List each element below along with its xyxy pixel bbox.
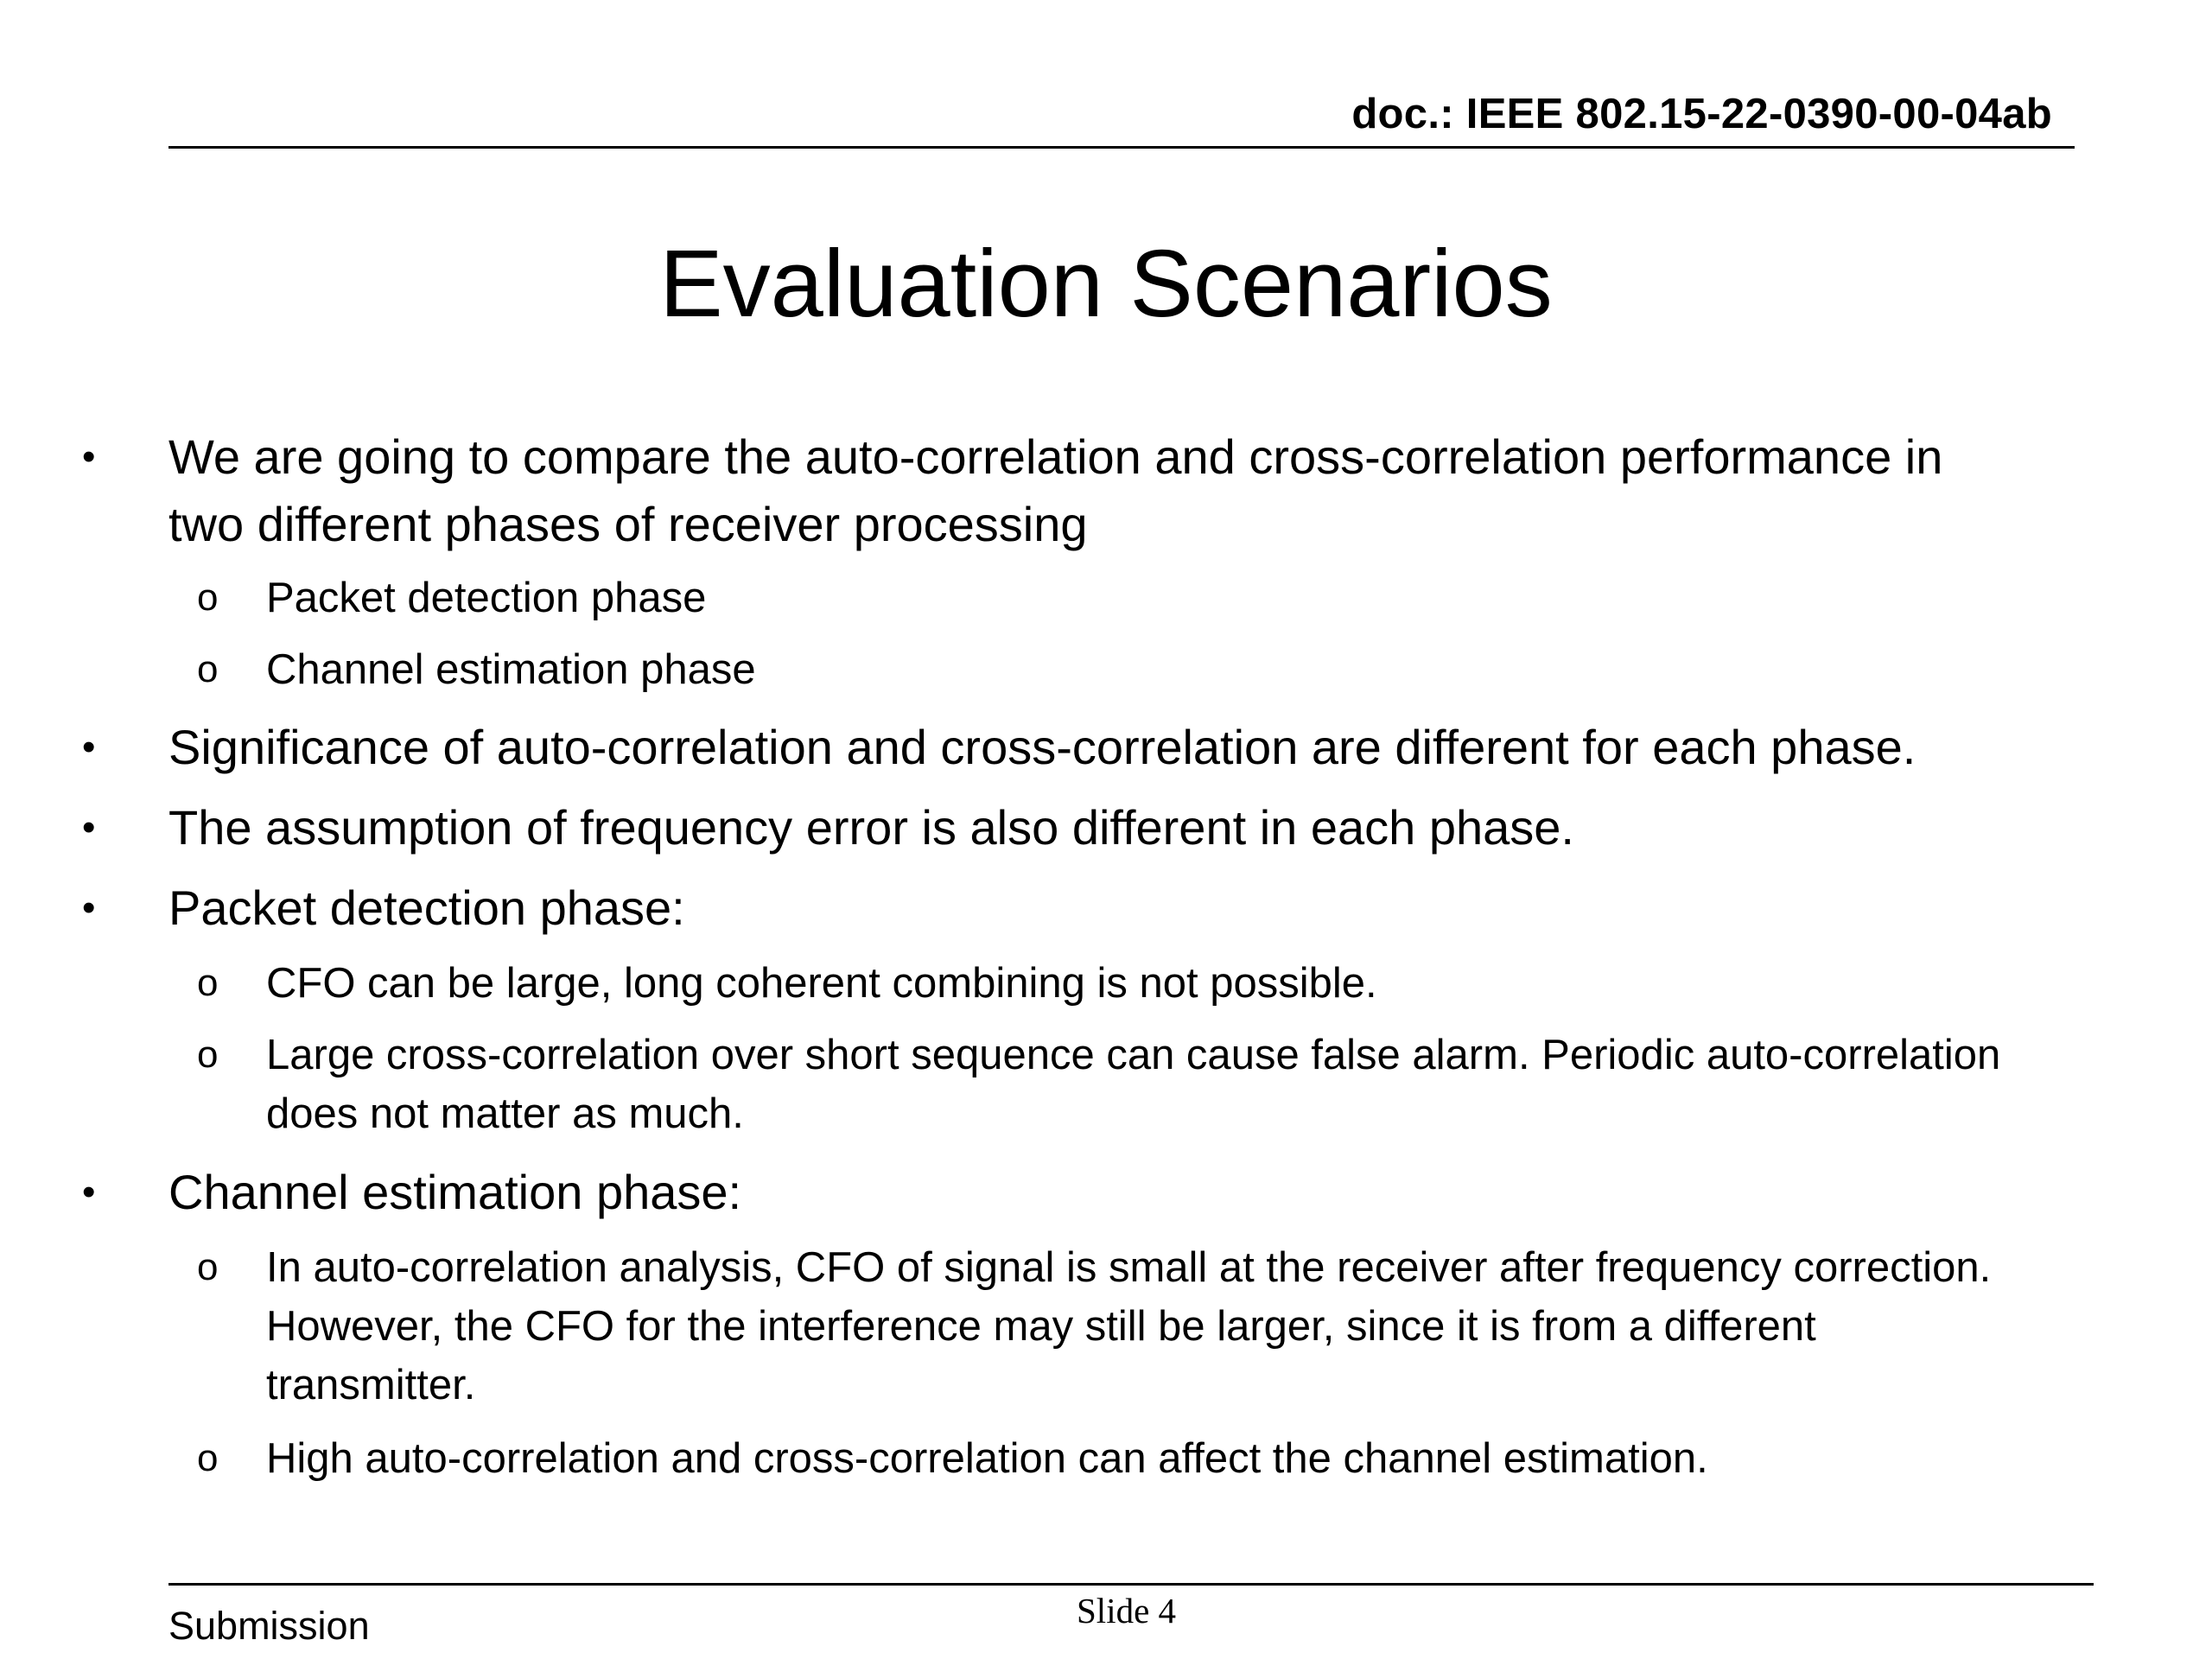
sub-bullet-text	[266, 1238, 1991, 1414]
sub-bullet-line: Large cross-correlation over short sequence can cause false alarm. Periodic auto-correlation	[266, 1032, 2001, 1078]
sub-bullet-line: High auto-correlation and cross-correlation can affect the channel estimation.	[266, 1435, 1708, 1482]
sub-bullet-line: Packet detection phase	[266, 575, 707, 621]
bullet-text	[168, 1159, 741, 1226]
sub-bullet-marker: o	[197, 576, 219, 619]
footer-divider	[168, 1583, 2094, 1586]
document-id: doc.: IEEE 802.15-22-0390-00-04ab	[1351, 91, 2052, 137]
bullet-line: We are going to compare the auto-correlation and cross-correlation performance in	[168, 429, 1943, 484]
bullet-line: Significance of auto-correlation and cross-correlation are different for each phase.	[168, 720, 1916, 774]
slide-number: Slide 4	[1077, 1591, 1177, 1630]
sub-bullet-line: Channel estimation phase	[266, 646, 756, 693]
sub-bullet-text	[266, 569, 706, 627]
sub-bullet-line: However, the CFO for the interference may still be larger, since it is from a different	[266, 1303, 1816, 1350]
bullet-marker: •	[82, 435, 96, 478]
bullet-marker: •	[82, 806, 96, 849]
bullet-text	[168, 423, 1942, 558]
sub-bullet-marker: o	[197, 1437, 219, 1479]
sub-bullet-line: transmitter.	[266, 1362, 476, 1408]
bullet-text	[168, 794, 1574, 861]
sub-bullet-marker: o	[197, 1033, 219, 1076]
bullet-line: Channel estimation phase:	[168, 1165, 742, 1219]
footer-submission: Submission	[168, 1604, 370, 1648]
bullet-text	[168, 874, 685, 942]
bullet-line: The assumption of frequency error is also different in each phase.	[168, 800, 1574, 855]
bullet-line: two different phases of receiver processing	[168, 497, 1088, 551]
sub-bullet-marker: o	[197, 962, 219, 1004]
bullet-line: Packet detection phase:	[168, 880, 685, 935]
sub-bullet-marker: o	[197, 648, 219, 690]
bullet-marker: •	[82, 887, 96, 929]
sub-bullet-text	[266, 1026, 2000, 1143]
sub-bullet-line: CFO can be large, long coherent combining is not possible.	[266, 960, 1377, 1007]
bullet-marker: •	[82, 1171, 96, 1213]
slide-title: Evaluation Scenarios	[659, 231, 1553, 337]
bullet-text	[168, 714, 1916, 781]
sub-bullet-line: In auto-correlation analysis, CFO of signal is small at the receiver after frequency correction.	[266, 1244, 1992, 1291]
sub-bullet-line: does not matter as much.	[266, 1090, 744, 1137]
sub-bullet-text	[266, 954, 1377, 1013]
sub-bullet-marker: o	[197, 1246, 219, 1288]
sub-bullet-text	[266, 640, 756, 699]
sub-bullet-text	[266, 1429, 1708, 1488]
bullet-marker: •	[82, 726, 96, 768]
